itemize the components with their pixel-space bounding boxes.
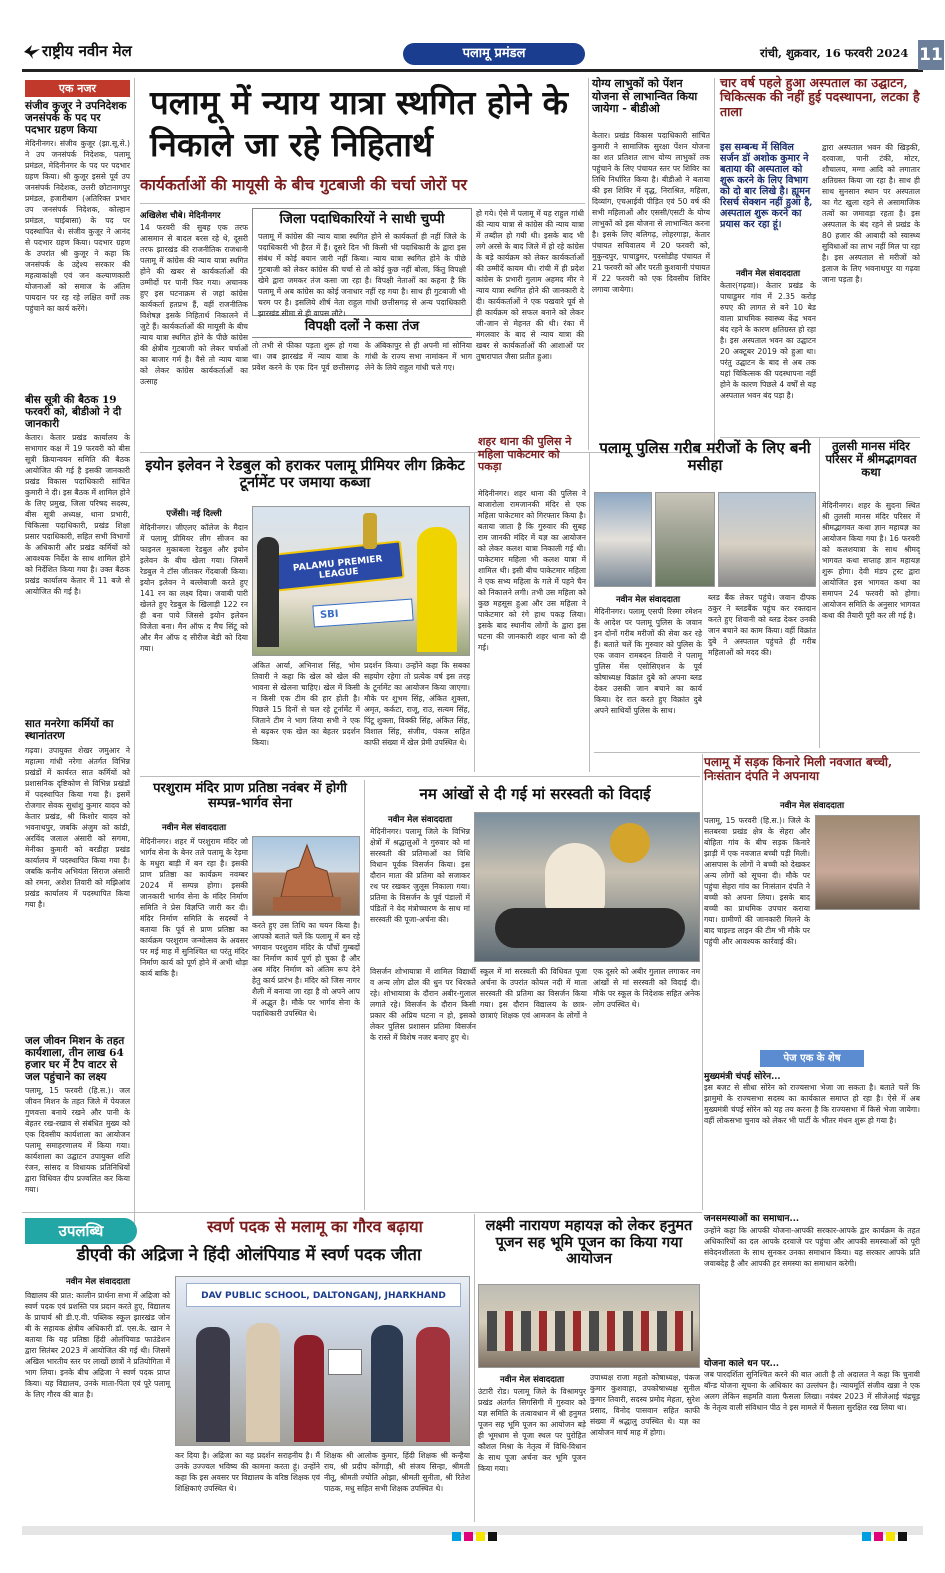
shesh-headline: योजना काले धन पर...: [704, 1358, 780, 1369]
ek-nazar-item: [25, 1035, 130, 1235]
tulsi-body: मेदिनीनगर। शहर के सुदना स्थित श्री तुलसी मानस मंदिर परिसर में श्रीमद्भागवत कथा ज्ञान महायज्ञ का आयोजन किया गया है। 16 फरवरी को कलशयात्रा के साथ श्रीमद् भागवत कथा सप्ताह ज्ञान महायज्ञ शुरू होगा। देवी मंडप ट्रस्ट द्वारा आयोजित इस भागवत कथा का समापन 24 फरवरी को होगा। आयोजन समिति के अनुसार भागवत कथा की तैयारी पूरी कर ली गई है।: [822, 501, 920, 620]
newborn-photo: [815, 815, 920, 910]
upalabdhi-headline-2: डीएवी की अद्रिजा ने हिंदी ओलंपियाड में स्वर्ण पदक जीता: [76, 1245, 422, 1264]
lead-body-1: 14 फरवरी की सुबह एक तरफ आसमान से बादल बरस रहे थे, दूसरी तरफ झारखंड की राजनीतिक राजधानी पलामू में कांग्रेस की न्याय यात्रा स्थगित होने की खबर से कार्यकर्ताओं की उम्मीदों पर पानी फिर गया। अचानक हुए इस घटनाक्रम से जहां कांग्रेस कार्यकर्ता हतप्रभ हैं, वहीं राजनीतिक विशेषज्ञ इसके निहितार्थ निकालने में जुटे हैं। कार्यकर्ताओं की मायूसी के बीच न्याय यात्रा स्थगित होने के पीछे कांग्रेस की क्षेत्रीय गुटबाजी को लेकर चर्चाओं का बाजार गर्म है। वैसे तो न्याय यात्रा को लेकर कांग्रेस कार्यकर्ताओं का उत्साह: [140, 223, 248, 386]
lead-body-2: तो तभी से फीका पड़ता शुरू हो गया था। जब झारखंड में न्याय यात्रा के प्रवेश करने के एक दिन पूर्व छत्तीसगढ़ के अंबिकापुर से ही अपनी मां सोनिया गांधी के राज्य सभा नामांकन में भाग लेने के लिये राहुल गांधी चले गए।: [252, 341, 472, 372]
hanuman-body-1: उंटारी रोड। पलामू जिले के विश्रामपुर प्रखंड अंतर्गत सिगसिगी में गुरुवार को यज्ञ समिति के तत्वावधान में श्री हनुमत पूजन सह भूमि पूजन का आयोजन बड़े ही भूमधाम से पूजा स्थल पर पुरोहित कौशल मिश्रा के नेतृत्व में विधि-विधान के साथ पूजा अर्चना कर भूमि पूजन किया गया।: [478, 1387, 586, 1473]
cricket-byline: एजेंसी। नई दिल्ली: [166, 509, 222, 519]
sponsor-cheque: [312, 599, 413, 628]
banner-text: PALAMU PREMIER LEAGUE: [292, 554, 384, 582]
saraswati-immersion-photo: [474, 812, 700, 962]
masthead: [22, 38, 943, 72]
dav-banner-text: DAV PUBLIC SCHOOL, DALTONGANJ, JHARKHAND: [201, 1291, 446, 1301]
paper-logo-bird-icon: [24, 44, 40, 58]
lead-subhead: कार्यकर्ताओं की मायूसी के बीच गुटबाजी की चर्चा जोरों पर: [140, 175, 467, 194]
footer-color-strip: [22, 1526, 923, 1535]
police-hospital-photo-3: [718, 492, 816, 587]
police-body-1: मेदिनीनगर। पलामू एसपी रिस्मा रमेशन के आदेश पर पलामू पुलिस के जवान इन दोनों गरीब मरीजों की सेवा कर रहे हैं। बताते चलें कि गुरुवार को पुलिस के एक जवान रामबदन तिवारी ने पलामू पुलिस मेंस एसोसिएशन के पूर्व कोषाध्यक्ष विक्रांत दुबे को अपना ब्लड देकर उसकी जान बचाने का कार्य किया। देर रात करते हुए विक्रांत दुबे अपने साथियों पुलिस के साथ।: [594, 607, 702, 715]
dateline: रांची, शुक्रवार, 16 फरवरी 2024: [760, 46, 909, 60]
upalabdhi-byline: नवीन मेल संवाददाता: [65, 1277, 131, 1287]
saraswati-body-3: स्कूल में मां सरस्वती की विधिवत पूजा अर्चना के उपरांत कोयल नदी में माता सरस्वती की प्रतिमा का विसर्जन किया गया। इस दौरान विद्यालय के छात्र-छात्राएं शिक्षक एवं आमजन के लोगों ने एक दूसरे को अबीर गुलाल लगाकर नम आंखों से मां सरस्वती को विदाई दी। मौके पर स्कूल के निदेशक सहित अनेक लोग उपस्थित थे।: [480, 967, 700, 1020]
upalabdhi-body-2: कर दिया है। अद्रिजा का यह प्रदर्शन सराहनीय है। मैं उनके उज्ज्वल भविष्य की कामना करता हूं। उन्होंने कहा कि इस अवसर पर विद्यालय के वरिष्ठ शिक्षक एवं शिक्षिकाएं उपस्थित थे।: [175, 1451, 320, 1493]
ek-nazar-label: एक नजर: [25, 80, 130, 97]
shesh-headline: मुख्यमंत्री चंपई सोरेन...: [704, 1072, 781, 1082]
page-shesh-label: पेज एक के शेष: [760, 1050, 864, 1067]
dav-award-photo: [175, 1276, 470, 1446]
saraswati-body-2: विसर्जन शोभायात्रा में शामिल विद्यार्थी व अन्य लोग ढोल की धुन पर थिरकते रहे। शोभायात्रा के दौरान अबीर-गुलाल लगाते रहे। विसर्जन के दौरान किसी प्रकार की अप्रिय घटना न हो, इसको लेकर पुलिस प्रशासन प्रतिमा विसर्जन के रास्ते में विशेष नजर बनाए हुए थे।: [370, 967, 476, 1042]
page-number: 11: [918, 40, 944, 70]
pension-headline: योग्य लाभुकों को पेंशन योजना से लाभान्वित किया जायेगा - बीडीओ: [592, 77, 698, 116]
ek-nazar-body: मेदिनीनगर। संजीव कुजूर (झा.सू.से.) ने उप जनसंपर्क निदेशक, पलामू प्रमंडल, मेदिनीनगर के पद पर पदभार ग्रहण किया। श्री कुजूर इससे पूर्व उप जनसंपर्क निदेशक, उत्तरी छोटानागपुर प्रमंडल, हजारीबाग (अतिरिक्त प्रभार उप जनसंपर्क निदेशक, कोल्हान प्रमंडल, चाईबासा) के पद पर पदस्थापित थे। संजीव कुजूर ने आनंद से पदभार ग्रहण किया। पदभार ग्रहण के उपरांत श्री कुजूर ने कहा कि जनसंपर्क के उद्देश्य सरकार की महत्वाकांक्षी एवं जन कल्याणकारी योजनाओं को समाज के अंतिम पायदान पर रह रहे लक्षित वर्गों तक पहुंचाने का कार्य करेंगे।: [25, 139, 130, 314]
lead-headline: पलामू में न्याय यात्रा स्थगित होने के निकाले जा रहे निहितार्थ: [150, 83, 569, 164]
section-title: पलामू प्रमंडल: [403, 43, 585, 65]
hanuman-body-2: उपाध्यक्ष राजा महतो कोषाध्यक्ष, पंकज कुमार कुशवाहा, उपकोषाध्यक्ष सुनील कुमार तिवारी, सदस्य प्रमोद मेहता, सुरेश प्रसाद, विनोद पासवान सहित काफी संख्या में श्रद्धालु उपस्थित थे। यज्ञ का आयोजन मार्च माह में होगा।: [590, 1373, 700, 1437]
ek-nazar-headline: बीस सूत्री की बैठक 19 फरवरी को, बीडीओ ने दी जानकारी: [25, 394, 122, 431]
cricket-body-3: प्रदर्शन किया। उन्होंने कहा कि सबका सहयोग रहेगा तो प्रत्येक वर्ष इस तरह के टूर्नामेंट का आयोजन किया जाएगा। मौके पर शुभम सिंह, अंकित शुक्ला, अमृत, कर्कटा, राजू, राउ, सत्यम सिंह, पिंटू शुक्ला, विक्की सिंह, अंकित सिंह, विशाल सिंह, संजीव, पंकज सहित काफी संख्या में खेल प्रेमी उपस्थित थे।: [364, 661, 470, 747]
parshuram-body-2: करते हुए उस तिथि का चयन किया है। आपको बताते चलें कि पलामू में बन रहे भगवान परशुराम मंदिर के पाँचों गुम्बदों का निर्माण कार्य पूर्ण हो चुका है और अब मंदिर निर्माण को अंतिम रूप देने हेतु कार्य प्रारंभ है। मंदिर को जिस नागर शैली में बनाया जा रहा है वो अपने आप में अद्भुत है। मौके पर भार्गव सेना के पदाधिकारी उपस्थित थे।: [252, 921, 360, 1018]
lead-byline: अखिलेश चौबे। मेदिनीनगर: [140, 211, 221, 221]
temple-icon: [253, 837, 361, 917]
hanuman-headline: लक्ष्मी नारायण महायज्ञ को लेकर हनुमत पूजन सह भूमि पूजन का किया गया आयोजन: [485, 1217, 693, 1268]
sidebar-box-headline: जिला पदाधिकारियों ने साधी चुप्पी: [279, 211, 445, 227]
shesh-body: जब पारदर्शिता सुनिश्चित करने की बात आती है तो अदालत ने कहा कि चुनावी बॉन्ड योजना सूचना के अधिकार का उल्लंघन है। न्यायमूर्ति संजीव खन्ना ने एक अलग लेकिन सहमति वाला फैसला लिखा। नवंबर 2023 में सीजेआई चंद्रचूड़ के नेतृत्व वाली संविधान पीठ ने इस मामले में फैसला सुरक्षित रख लिया था।: [704, 1370, 920, 1413]
baby-body: पलामू, 15 फरवरी (हि.स.)। जिले के सतबरवा प्रखंड क्षेत्र के सेहरा और बोहिता गांव के बीच सड़क किनारे झाड़ी में एक नवजात बच्ची पड़ी मिली। आसपास के लोगों ने बच्ची को देखकर अन्य लोगों को सूचना दी। मौके पर पहुंचा सेहरा गांव का निःसंतान दंपति ने बच्ची को अपना लिया। इसके बाद बच्ची का प्राथमिक उपचार कराया गया। ग्रामीणों की जानकारी मिलने के बाद चाइल्ड लाइन की टीम भी मौके पर पहुंची और आवश्यक कार्रवाई की।: [704, 816, 810, 946]
ek-nazar-headline: सात मनरेगा कर्मियों का स्थानांतरण: [25, 718, 114, 743]
ek-nazar-column: [25, 100, 130, 1228]
ek-nazar-item: [25, 718, 130, 1030]
shesh-headline: जनसमस्याओं का समाधान...: [704, 1214, 799, 1225]
baby-body-continued: [704, 914, 920, 960]
saraswati-headline: नम आंखों से दी गई मां सरस्वती को विदाई: [419, 785, 651, 803]
saraswati-byline: नवीन मेल संवाददाता: [387, 815, 453, 825]
hospital-quote: इस सम्बन्ध में सिविल सर्जन डॉ अशोक कुमार ने बताया की अस्पताल को शुरू करने के लिए विभाग को दो बार लिखे है। ह्यूमन रिसर्च सेक्शन नहीं हुआ है, अस्पताल शुरू करने का प्रयास कर रहा हूं।: [720, 142, 813, 231]
cricket-body-1: मेदिनीनगर। जीएलए कॉलेज के मैदान में पलामू प्रीमियर लीग सीजन का फाइनल मुकाबला रेडबुल और इयोन इलेवन के बीच खेला गया। जिसमें रेडबुल ने टॉस जीतकर गेंदबाजी किया। इयोन इलेवन ने बल्लेबाजी करते हुए 141 रन का लक्ष्य दिया। जवाबी पारी खेलते हुए रेडबुल के खिलाड़ी 122 रन ही बना पाये जिससे इयोन इलेवन विजेता बना। मैन ऑफ द मैच सिंटू को और मैन ऑफ द सीरीज बेडी को दिया गया।: [140, 523, 248, 653]
ek-nazar-item: [25, 100, 130, 390]
shesh-body: उन्होंने कहा कि आपकी योजना-आपकी सरकार-आपके द्वार कार्यक्रम के तहत अधिकारियों का दल आपके दरवाजे पर पहुंचा और आपकी समस्याओं को पूरी संवेदनशीलता के साथ सुनकर उनका समाधान किया। यह सरकार आपके प्रति जवाबदेह है और आपकी हर समस्या का समाधान करेगी।: [704, 1225, 920, 1268]
hospital-body: केतार(गढ़वा)। केतार प्रखंड के पाचाडुमर गांव में 2.35 करोड़ रुपए की लागत से बने 10 बेड वाला प्राथमिक स्वास्थ्य केंद्र भवन बंद रहने के कारण क्षतिग्रस्त हो रहा है। इस अस्पताल भवन का उद्घाटन 20 अक्टूबर 2019 को हुआ था। परंतु उद्घाटन के बाद से अब तक यहां चिकित्सक की पदस्थापना नहीं होने के कारण पिछले 4 वर्षों से यह अस्पताल भवन बंद पड़ा है।: [720, 281, 816, 400]
police-hospital-photo-2: [655, 492, 715, 587]
hospital-byline: नवीन मेल संवाददाता: [735, 269, 801, 279]
vipaksh-subhead: विपक्षी दलों ने कसा तंज: [252, 320, 472, 338]
police-byline: नवीन मेल संवाददाता: [615, 595, 681, 605]
paketmar-body: मेदिनीनगर। शहर थाना की पुलिस ने बाजारोला रामजानकी मंदिर से एक महिला पाकेटमार को गिरफ्तार किया है। बताया जाता है कि गुरुवार की सुबह राम जानकी मंदिर में यज्ञ का आयोजन को लेकर कलश यात्रा निकाली गई थी। पाकेटमार महिला भी कलश यात्रा में शामिल थी। इसी बीच पाकेटमार महिला ने एक सभ्य महिला के गले में पहने चैन को निकालने लगी। तभी उस महिला को कुछ महसूस हुआ और उस महिला ने पाकेटमार को रंगे हाथ पकड़ लिया। इसके बाद स्थानीय लोगों के द्वारा इस घटना की जानकारी शहर थाना को दी गई।: [478, 489, 586, 652]
parshuram-body-1: मेदिनीनगर। शहर में परशुराम मंदिर जो भार्गव सेना के बेनर तले पलामू के रेड़मा के मधुरा बाड़ी में बन रहा है। इसकी प्राण प्रतिष्ठा का कार्यक्रम नवम्बर 2024 में सम्पन्न होगा। इसकी जानकारी भार्गव सेना के मंदिर निर्माण समिति ने प्रेस विज्ञप्ति जारी कर दी। मंदिर निर्माण समिति के सदस्यों ने बताया कि पूर्व से प्राण प्रतिष्ठा का कार्यक्रम परशुराम जन्मोत्सव के अवसर पर मई माह में सुनिश्चित था परंतु मंदिर निर्माण कार्य को पूर्ण होने में अभी थोड़ा कार्य बाकि है।: [140, 837, 248, 978]
ek-nazar-item: [25, 394, 130, 714]
upalabdhi-headline-1: स्वर्ण पदक से मलामू का गौरव बढ़ाया: [207, 1217, 423, 1236]
lead-body-3: हो गये। ऐसे में पलामू में यह राहुल गांधी की न्याय यात्रा से कांग्रेस की न्याय यात्रा में तब्दील हो गयी थी। इसके बाद भी लगे अरसे के बाद जिले में हो रहे कांग्रेस के बड़े कार्यक्रम को लेकर कार्यकर्ताओं की उम्मीदें कायम थी। रांची में ही प्रदेश कांग्रेस के प्रभारी गुलाम अहमद मीर ने न्याय यात्रा स्थगित होने की जानकारी दे दी। कार्यकर्ताओं ने एक पखवारे पूर्व से ही कार्यक्रम को सफल बनाने को लेकर जी-जान से मेहनत की थी। रंका में मंगलवार के बाद से न्याय यात्रा की खबर से कार्यकर्ताओं की आशाओं पर तुषारापात जैसा प्रतीत हुआ।: [476, 209, 584, 361]
lead-sidebar-box: [252, 208, 472, 316]
cricket-headline: इयोन इलेवन ने रेडबुल को हराकर पलामू प्रीमियर लीग क्रिकेट टूर्नामेंट पर जमाया कब्जा: [145, 457, 465, 491]
hanuman-byline: नवीन मेल संवाददाता: [499, 1375, 565, 1385]
dav-banner: [186, 1283, 461, 1307]
sidebar-box-body: पलामू में कांग्रेस की न्याय यात्रा स्थगित होने से कार्यकर्ता ही नहीं जिले के पदाधिकारी भी हैरत में हैं। दूसरे दिन भी किसी भी पदाधिकारी के द्वारा इस संबंध में कोई बयान जारी नहीं किया। न्याय यात्रा स्थगित होने के पीछे गुटबाजी को लेकर कांग्रेस की चर्चा से तो कोई कुछ नहीं बोला, किंतु विपक्षी खेमे द्वारा जमकर तंज कसा जा रहा है। विपक्षी नेताओं का कहना है कि पलामू में अब कांग्रेस का कोई जनाधार नहीं रह गया है। साथ ही गुटबाजी भी चरम पर है। इसलिये शीर्ष नेता राहुल गांधी छत्तीसगढ़ से अन्य पदाधिकारी झारखंड सीमा से ही वापस लौटे।: [258, 231, 466, 318]
ek-nazar-body: पलामू, 15 फरवरी (हि.स.)। जल जीवन मिशन के तहत जिले में पेयजल गुणवत्ता बनाये रखने और पानी के बेहतर रख-रखाव से संबंधित मुख्य को एक दिवसीय कार्यशाला का आयोजन पलामू समाहरणालय में किया गया। कार्यशाला का उद्घाटन उपायुक्त शशि रंजन, सांसद व विधायक प्रतिनिधियों द्वारा विधिवत दीप प्रज्वलित कर किया गया।: [25, 1085, 130, 1194]
cricket-body-2: अंकित आर्या, अभिनाश सिंह, भोम तिवारी ने कहा कि खेल को खेल की भावना से खेलना चाहिए। खेल में किसी न किसी एक टीम की हार होती है। पिछले 15 दिनों से चल रहे टूर्नामेंट में जिताने टीम ने भाग लिया सभी ने एक से बढ़कर एक खेल का बेहतर प्रदर्शन किया।: [252, 661, 360, 747]
ek-nazar-body: गढ़वा। उपायुक्त शेखर जमुआर ने महात्मा गांधी नरेगा अंतर्गत विभिन्न प्रखंडों में कार्यरत सात कर्मियों को प्रशासनिक दृष्टिकोण से विभिन्न प्रखंडों में पदस्थापित किया गया है। इसमें रोजगार सेवक सुधांशु कुमार यादव को केतार प्रखंड, श्री किशोर यादव को भवनाथपुर, जबकि अंजुम को कांडी, अरविंद जलाल अंसारी को सगमा, मेनीका कुमारी को बरडीहा प्रखंड कार्यालय में पदस्थापित किया गया है। जबकि कनीय अभियंता सिराज अंसारी को रमना, अशेश तिवारी को मझिआंव प्रखंड कार्यालय में पदस्थापित किया गया है।: [25, 745, 130, 909]
police-headline: पलामू पुलिस गरीब मरीजों के लिए बनी मसीहा: [599, 439, 811, 475]
paketmar-headline: शहर थाना की पुलिस ने महिला पाकेटमार को पकड़ा: [478, 435, 572, 474]
upalabdhi-body-3: शिक्षक श्री आलोक कुमार, हिंदी शिक्षक श्री कन्हैया राय, श्री प्रदीप कोंगाड़ी, श्री संजय सिन्हा, श्रीमती नीतू, श्रीमती ज्योति ओझा, श्रीमती सुनीता, श्री रितेश पाठक, मधु सहित सभी शिक्षक उपस्थित थे।: [324, 1451, 470, 1493]
sponsor-text: SBI: [319, 608, 339, 621]
parshuram-headline: परशुराम मंदिर प्राण प्रतिष्ठा नवंबर में होगी सम्पन्न-भार्गव सेना: [153, 781, 347, 811]
police-hospital-photo-1: [594, 492, 652, 587]
paper-name: राष्ट्रीय नवीन मेल: [42, 42, 132, 60]
page-shesh-column: [704, 1072, 920, 1522]
police-body-2: ब्लड बैंक लेकर पहुंचे। जवान दीपक ठकुर ने ब्लडबैंक पहुंच कर रक्तदान करते हुए शिवानी को ब्लड देकर उनकी जान बचाने का काम किया। वहीं विक्रांत दुबे ने अस्पताल पहुंचते ही गरीब महिलाओं को मदद की।: [708, 593, 816, 657]
upalabdhi-label: उपलब्धि: [25, 1218, 137, 1244]
hanuman-puja-photo: [478, 1284, 700, 1368]
shesh-body: इस बजट से सीधा सोरेन को राज्यसभा भेजा जा सकता है। बताते चलें कि झामुमो के राज्यसभा सदस्य का कार्यकाल समाप्त हो रहा है। ऐसे में अब मुख्यमंत्री चंपई सोरेन को यह तय करना है कि राज्यसभा में किसे भेजा जायेगा। वहीं लोकसभा चुनाव को लेकर भी पार्टी के भीतर मंथन शुरू हो गया है।: [704, 1083, 920, 1126]
saraswati-body-1: मेदिनीनगर। पलामू जिले के विभिन्न क्षेत्रों में श्रद्धालुओं ने गुरुवार को मां सरस्वती की प्रतिमाओं का विधि विधान पूर्वक विसर्जन किया। इस दौरान माता की प्रतिमा को सजाकर रथ पर रखकर जुलूस निकाला गया। प्रतिमा के विसर्जन के पूर्व पंडालों में पंडितों ने वेद मंत्रोच्चारण के साथ मां सरस्वती की पूजा-अर्चना की।: [370, 827, 470, 924]
baby-byline: नवीन मेल संवाददाता: [779, 801, 845, 811]
hospital-body-2: द्वारा अस्पताल भवन की खिड़की, दरवाजा, पानी टंकी, मोटर, शौचालय, मग्गा आदि को लगातार क्षतिग्रस्त किया जा रहा है। साथ ही साथ सुनसान स्थान पर अस्पताल का गेट खुला रहने से असामाजिक तत्वों का जमावड़ा रहता है। इस अस्पताल के बंद रहने से प्रखंड के 80 हजार की आबादी को स्वास्थ्य सुविधाओं का लाभ नहीं मिल पा रहा है। इस अस्पताल से मरीजों को इलाज के लिए भवनाथपुर या गढ़वा जाना पड़ता है।: [822, 143, 920, 284]
pension-body: केतार। प्रखंड विकास पदाधिकारी सांचित कुमारी ने सामाजिक सुरक्षा पेंशन योजना का शत प्रतिशत लाभ योग्य लाभुकों तक पहुंचाने के लिए पंचायत स्तर पर शिविर का तिथि निर्धारित किया है। बीडीओ ने बताया की इस शिविर में वृद्ध, निराश्रित, महिला, दिव्यांग, एचआईवी पीड़ित एवं 50 वर्ष की सभी महिलाओं और एससी/एसटी के योग्य लाभुकों को इस योजना से लाभान्वित करना है। इसके लिए बलिगढ़, लोहरगाड़ा, केतार पंचायत सचिवालय में 20 फरवरी को, मुकुन्दपुर, पाचाडुमर, परसोडीह पंचायत में 21 फरवरी को और परती कुशवानी पंचायत में 22 फरवरी को एक दिवसीय शिविर लगाया जायेगा।: [592, 131, 710, 294]
hospital-headline: चार वर्ष पहले हुआ अस्पताल का उद्घाटन, चिकित्सक की नहीं हुई पदस्थापना, लटका है ताला: [720, 75, 920, 119]
parshuram-byline: नवीन मेल संवाददाता: [161, 823, 227, 833]
tulsi-headline: तुलसी मानस मंदिर परिसर में श्रीमद्भागवत कथा: [825, 439, 917, 480]
parshuram-temple-photo: [252, 836, 360, 916]
ek-nazar-body: केतार। केतार प्रखंड कार्यालय के सभागार कक्ष में 19 फरवरी को बीस सूत्री क्रियान्वयन समिति की बैठक आयोजित की गई है इसकी जानकारी प्रखंड विकास पदाधिकारी सांचित कुमारी ने दी। इस बैठक में शामिल होने के लिए प्रमुख, जिला परिषद सदस्य, बीस सूत्री अध्यक्ष, थाना प्रभारी, चिकित्सा पदाधिकारी, प्रखंड शिक्षा प्रसार पदाधिकारी, सहित सभी विभागों के अधिकारी और प्रखंड कर्मियों को आवश्यक निर्देश के साथ शामिल होने को निर्देशित किया गया है। उक्त बैठक प्रखंड कार्यालय केतार में 11 बजे से आयोजित की गई है।: [25, 433, 130, 597]
cricket-banner: [271, 540, 404, 591]
ek-nazar-headline: संजीव कुजूर ने उपनिदेशक जनसंपर्क के पद पर पदभार ग्रहण किया: [25, 100, 127, 137]
upalabdhi-body-1: विद्यालय की प्रात: कालीन प्रार्थना सभा में अद्रिजा को स्वर्ण पदक एवं प्रशस्ति पत्र प्रदान करते हुए, विद्यालय के प्राचार्य श्री डी.ए.वी. पब्लिक स्कूल झारखंड जोन बी के सहायक क्षेत्रीय अधिकारी डॉ. एस.के. खान ने बताया कि यह प्रतिष्ठा हिंदी ओलंपियाड फाउंडेशन द्वारा सितंबर 2023 में आयोजित की गई थी। जिसमें अखिल भारतीय स्तर पर लाखों छात्रों ने प्रतियोगिता में भाग लिया। इनके बीच अद्रिजा ने स्वर्ण पदक प्राप्त किया। यह विद्यालय, उनके माता-पिता एवं पूरे पलामू के लिए गौरव की बात है।: [25, 1291, 170, 1399]
baby-headline: पलामू में सड़क किनारे मिली नवजात बच्ची, निःसंतान दंपति ने अपनाया: [704, 755, 893, 783]
ek-nazar-headline: जल जीवन मिशन के तहत कार्यशाला, तीन लाख 64 हजार घर में टैप वाटर से जल पहुंचाने का लक्ष्य: [25, 1034, 125, 1083]
cricket-trophy-photo: [252, 506, 470, 656]
